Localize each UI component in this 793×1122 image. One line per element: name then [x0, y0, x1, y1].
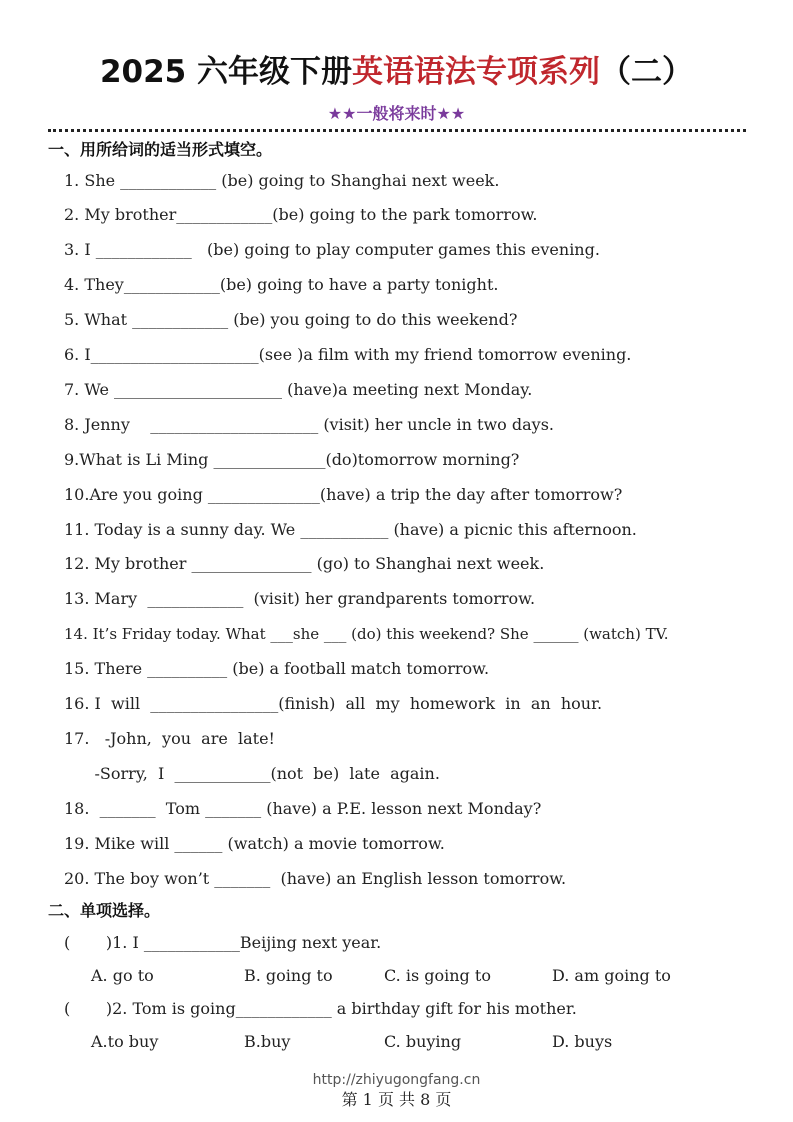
title-part: （二） [600, 54, 694, 90]
question-line: 5. What ____________ (be) you going to do this weekend? [64, 310, 518, 329]
choice-option-b: B. going to [244, 966, 333, 985]
question-line: 14. It’s Friday today. What ___she ___ (do) this weekend? She ______ (watch) TV. [64, 625, 669, 643]
question-line: 17. -John, you are late! [64, 729, 275, 748]
question-line: 19. Mike will ______ (watch) a movie tomorrow. [64, 834, 445, 853]
choice-option-d: D. am going to [552, 966, 671, 985]
question-line: 6. I_____________________(see )a film with my friend tomorrow evening. [64, 345, 632, 364]
question-line: 3. I ____________ (be) going to play computer games this evening. [64, 240, 600, 259]
choice-option-c: C. buying [384, 1032, 462, 1051]
choice-question-stem: ( )1. I ____________Beijing next year. [64, 933, 382, 952]
question-line: 8. Jenny _____________________ (visit) her uncle in two days. [64, 415, 555, 434]
choice-option-c: C. is going to [384, 966, 491, 985]
choice-question-stem: ( )2. Tom is going____________ a birthday gift for his mother. [64, 999, 577, 1018]
question-line: 11. Today is a sunny day. We ___________ (have) a picnic this afternoon. [64, 520, 637, 539]
question-line: 18. _______ Tom _______ (have) a P.E. lesson next Monday? [64, 799, 542, 818]
choice-option-b: B.buy [244, 1032, 291, 1051]
question-line: 13. Mary ____________ (visit) her grandparents tomorrow. [64, 589, 536, 608]
choice-option-a: A. go to [91, 966, 154, 985]
question-line: 10.Are you going ______________(have) a trip the day after tomorrow? [64, 485, 623, 504]
page-subtitle: ★★一般将来时★★ [327, 104, 466, 123]
question-line: -Sorry, I ____________(not be) late again. [64, 764, 440, 783]
choice-option-a: A.to buy [91, 1032, 159, 1051]
choice-option-d: D. buys [552, 1032, 613, 1051]
question-line: 12. My brother _______________ (go) to Shanghai next week. [64, 554, 545, 573]
question-line: 20. The boy won’t _______ (have) an English lesson tomorrow. [64, 869, 567, 888]
title-series: 英语语法专项系列 [352, 54, 601, 90]
page-title [0, 52, 793, 92]
question-line: 7. We _____________________ (have)a meeting next Monday. [64, 380, 533, 399]
footer-url: http://zhiyugongfang.cn [312, 1072, 481, 1088]
section-heading-fill-in: 一、用所给词的适当形式填空。 [48, 140, 273, 159]
section-heading-multiple-choice: 二、单项选择。 [48, 901, 161, 920]
question-line: 4. They____________(be) going to have a party tonight. [64, 275, 499, 294]
question-line: 15. There __________ (be) a football match tomorrow. [64, 659, 490, 678]
question-line: 16. I will ________________(finish) all my homework in an hour. [64, 694, 603, 713]
dotted-divider [48, 129, 746, 132]
page-number: 第 1 页 共 8 页 [341, 1090, 452, 1109]
question-line: 9.What is Li Ming ______________(do)tomorrow morning? [64, 450, 520, 469]
title-grade: 2025 六年级下册 [99, 54, 353, 90]
question-line: 1. She ____________ (be) going to Shanghai next week. [64, 171, 500, 190]
question-line: 2. My brother____________(be) going to the park tomorrow. [64, 205, 538, 224]
